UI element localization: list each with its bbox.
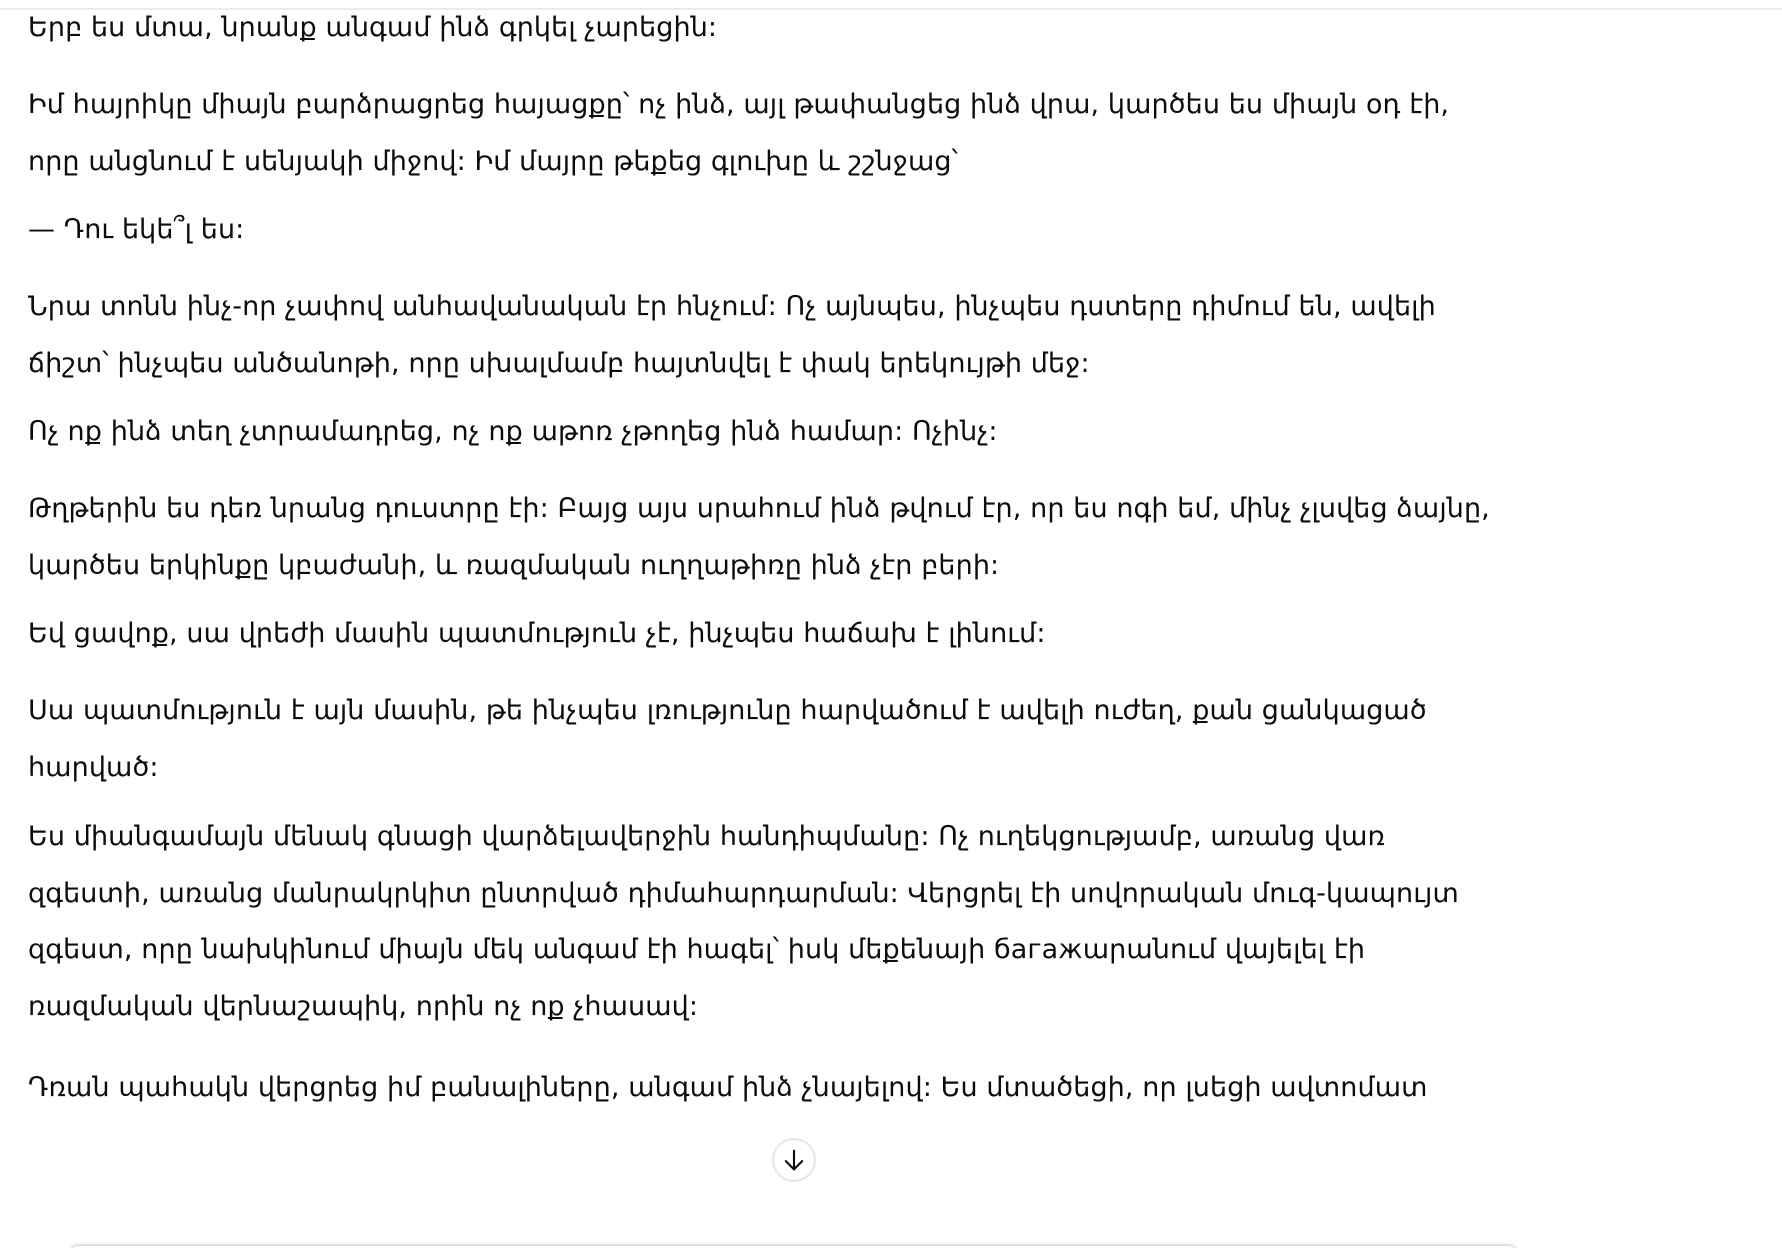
paragraph-line: ճիշտ՝ ինչպես անծանոթի, որը սխալմամբ հայտնվել է փակ երեկույթի մեջ: [28,347,1090,379]
message-paragraph [28,683,1427,796]
paragraph-line: Դռան պահակն վերցրեց իմ բանալիները, անգամ ինձ չնայելով: Ես մտածեցի, որ լսեցի ավտոմատ [28,1072,1428,1103]
paragraph-line: Եվ ցավոք, սա վրեժի մասին պատմություն չէ, ինչպես հաճախ է լինում: [28,618,1046,649]
message-paragraph [28,279,1436,392]
paragraph-line: Ես միանգամայն մենակ գնացի վարձելավերջին հանդիպմանը: Ոչ ուղեկցությամբ, առանց վառ [28,821,1386,852]
paragraph-line: հարված: [28,751,159,783]
paragraph-line: ռազմական վերնաշապիկ, որին ոչ ոք չհասավ: [28,990,699,1022]
paragraph-line: Ոչ ոք ինձ տեղ չտրամադրեց, ոչ ոք աթոռ չթողեց ինձ համար: Ոչինչ: [28,416,998,447]
message-paragraph [28,0,717,57]
paragraph-line: Երբ ես մտա, նրանք անգամ ինձ գրկել չարեցին: [28,12,718,43]
paragraph-line: Նրա տոնն ինչ-որ չափով անհավանական էր հնչում: Ոչ այնպես, ինչպես դստերը դիմում են, ավելի [28,291,1436,322]
scroll-to-bottom-button[interactable] [772,1138,816,1182]
paragraph-line: Սա պատմություն է այն մասին, թե ինչպես լռությունը հարվածում է ավելի ուժեղ, քան ցանկացած [28,695,1427,726]
message-paragraph [28,1060,1428,1117]
message-paragraph [28,77,1449,190]
paragraph-line: զգեստ, որը նախկինում միայն մեկ անգամ էի հագել՝ իսկ մեքենայի багажարանում վայելել էի [28,934,1366,965]
paragraph-line: որը անցնում է սենյակի միջով: Իմ մայրը թեքեց գլուխը և շշնջաց՝ [28,145,959,177]
paragraph-line: Թղթերին ես դեռ նրանց դուստրը էի: Բայց այս սրահում ինձ թվում էր, որ ես ոգի եմ, մինչ չլսվեց ձայնը, [28,493,1490,524]
arrow-down-icon [780,1146,808,1174]
message-paragraph [28,481,1490,594]
message-paragraph [28,404,998,461]
paragraph-line: զգեստի, առանց մանրակրկիտ ընտրված դիմահարդարման: Վերցրել էի սովորական մուգ-կապույտ [28,877,1459,909]
message-paragraph [28,202,244,259]
paragraph-line: — Դու եկե՞լ ես: [28,214,245,245]
paragraph-line: Իմ հայրիկը միայն բարձրացրեց հայացքը՝ ոչ ինձ, այլ թափանցեց ինձ վրա, կարծես ես միայն օդ էի, [28,89,1450,120]
paragraph-line: կարծես երկինքը կբաժանի, և ռազմական ուղղաթիռը ինձ չէր բերի: [28,549,1000,581]
message-paragraph [28,606,1046,663]
message-paragraph [28,809,1459,1035]
